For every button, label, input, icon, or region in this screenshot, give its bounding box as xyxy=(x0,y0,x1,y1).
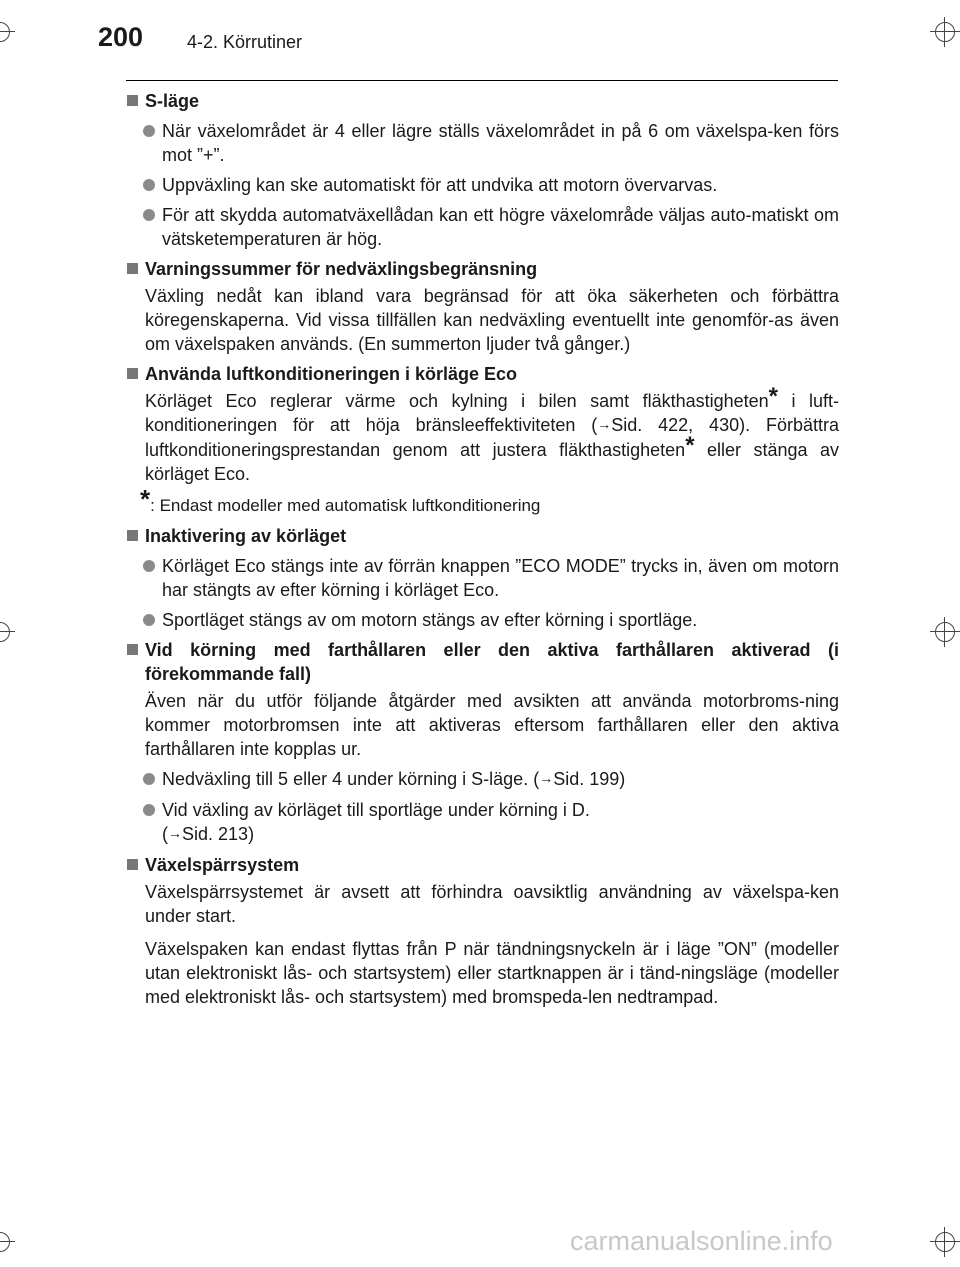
page-number: 200 xyxy=(98,22,144,52)
circle-bullet-icon xyxy=(143,560,155,572)
page-reference-link[interactable]: Sid. 199 xyxy=(553,769,620,789)
chapter-title: 4-2. Körrutiner xyxy=(187,32,303,52)
list-item: Uppväxling kan ske automatiskt för att undvika att motorn övervarvas. xyxy=(127,173,839,197)
square-bullet-icon xyxy=(127,263,138,274)
circle-bullet-icon xyxy=(143,614,155,626)
section-cruise-control xyxy=(127,638,839,847)
list-item: Nedväxling till 5 eller 4 under körning i S-läge. (→Sid. 199) xyxy=(127,767,839,792)
circle-bullet-icon xyxy=(143,773,155,785)
paragraph: Körläget Eco reglerar värme och kylning i bilen samt fläkthastigheten* i luft-konditioneringen för att höja bränsleeffektiviteten (→Sid. 422, 430). Förbättra luftkonditioneringsprestandan genom att justera fläkthastigheten* eller stänga av körläget Eco. xyxy=(145,383,839,484)
footnote: *: Endast modeller med automatisk luftkonditionering xyxy=(140,484,541,515)
section-title: Växelspärrsystem xyxy=(145,855,300,875)
circle-bullet-icon xyxy=(143,125,155,137)
arrow-right-icon: → xyxy=(597,416,612,432)
circle-bullet-icon xyxy=(143,209,155,221)
section-title: Använda luftkonditioneringen i körläge Eco xyxy=(145,364,518,384)
crop-mark-icon xyxy=(0,617,15,647)
section-shift-lock xyxy=(127,853,839,1009)
crop-mark-icon xyxy=(930,17,960,47)
circle-bullet-icon xyxy=(143,179,155,191)
arrow-right-icon: → xyxy=(168,825,182,841)
section-title: Inaktivering av körläget xyxy=(145,526,347,546)
arrow-right-icon: → xyxy=(539,770,554,786)
header-rule xyxy=(126,80,838,81)
crop-mark-icon xyxy=(0,17,15,47)
section-title: S-läge xyxy=(145,91,200,111)
footnote-asterisk: * xyxy=(685,432,695,459)
crop-mark-icon xyxy=(0,1227,15,1257)
paragraph: Även när du utför följande åtgärder med avsikten att använda motorbroms-ning kommer motorbromsen inte att aktiveras eftersom farthållaren eller den aktiva farthållaren inte kopplas ur. xyxy=(145,691,839,759)
paragraph: Växelspärrsystemet är avsett att förhindra oavsiktlig användning av växelspa-ken under start. xyxy=(145,882,839,926)
section-s-mode xyxy=(127,89,839,251)
page-reference-link[interactable]: Sid. 213 xyxy=(182,824,249,844)
page-content xyxy=(127,89,839,1009)
list-item: Sportläget stängs av om motorn stängs av efter körning i sportläge. xyxy=(127,608,839,632)
section-warning-buzzer xyxy=(127,257,839,356)
square-bullet-icon xyxy=(127,368,138,379)
square-bullet-icon xyxy=(127,530,138,541)
list-item: Körläget Eco stängs inte av förrän knappen ”ECO MODE” trycks in, även om motorn har stängts av efter körning i körläget Eco. xyxy=(127,554,839,602)
watermark: carmanualsonline.info xyxy=(570,1226,833,1256)
list-item: När växelområdet är 4 eller lägre ställs växelområdet in på 6 om växelspa-ken förs mot ”+”. xyxy=(127,119,839,167)
square-bullet-icon xyxy=(127,859,138,870)
section-title: Varningssummer för nedväxlingsbegränsning xyxy=(145,259,538,279)
paragraph: Växling nedåt kan ibland vara begränsad för att öka säkerheten och förbättra köregenskaperna. Vid vissa tillfällen kan nedväxling eventuellt inte genomför-as även om växelspaken används. (En summerton ljuder två gånger.) xyxy=(145,286,839,354)
square-bullet-icon xyxy=(127,644,138,655)
section-eco-ac xyxy=(127,362,839,518)
crop-mark-icon xyxy=(930,617,960,647)
circle-bullet-icon xyxy=(143,804,155,816)
square-bullet-icon xyxy=(127,95,138,106)
section-deactivation xyxy=(127,524,839,632)
page-reference-link[interactable]: Sid. 422, 430 xyxy=(611,415,740,435)
list-item: För att skydda automatväxellådan kan ett högre växelområde väljas auto-matiskt om vätsketemperaturen är hög. xyxy=(127,203,839,251)
section-title: Vid körning med farthållaren eller den aktiva farthållaren aktiverad (i förekommande fall) xyxy=(145,640,839,684)
footnote-asterisk: * xyxy=(140,484,151,514)
crop-mark-icon xyxy=(930,1227,960,1257)
footnote-asterisk: * xyxy=(768,383,779,410)
paragraph: Växelspaken kan endast flyttas från P när tändningsnyckeln är i läge ”ON” (modeller utan elektroniskt lås- och startsystem) eller startknappen är i tänd-ningsläge (modeller med elektroniskt lås- och startsystem) med bromspeda-len nedtrampad. xyxy=(145,939,839,1007)
list-item: Vid växling av körläget till sportläge under körning i D. (→Sid. 213) xyxy=(127,798,839,847)
